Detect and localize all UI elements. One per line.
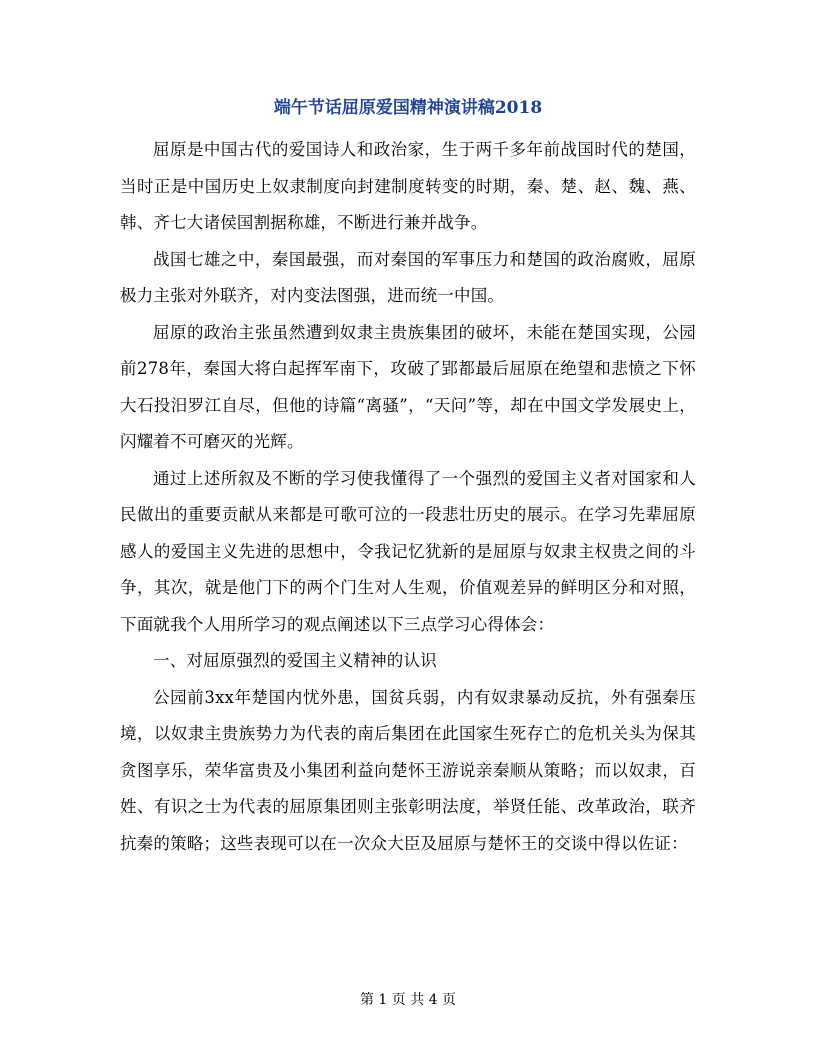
paragraph-learning: 通过上述所叙及不断的学习使我懂得了一个强烈的爱国主义者对国家和人民做出的重要贡献从来都是可歌可泣的一段悲壮历史的展示。在学习先辈屈原感人的爱国主义先进的思想中，令我记忆犹新的是屈原与奴隶主权贵之间的斗争，其次，就是他门下的两个门生对人生观，价值观差异的鲜明区分和对照，下面就我个人用所学习的观点阐述以下三点学习心得体会： — [120, 468, 696, 634]
paragraph-intro: 屈原是中国古代的爱国诗人和政治家，生于两千多年前战国时代的楚国，当时正是中国历史上奴隶制度向封建制度转变的时期，秦、楚、赵、魏、燕、韩、齐七大诸侯国割据称雄，不断进行兼并战争。 — [120, 140, 696, 232]
paragraph-seven-states: 战国七雄之中，秦国最强，而对秦国的军事压力和楚国的政治腐败，屈原极力主张对外联齐，对内变法图强，进而统一中国。 — [120, 249, 696, 305]
document-title: 端午节话屈原爱国精神演讲稿2018 — [273, 98, 543, 118]
page-footer: 第 1 页 共 4 页 — [359, 992, 457, 1008]
section-heading: 一、对屈原强烈的爱国主义精神的认识 — [153, 651, 437, 670]
document-body — [120, 132, 696, 862]
paragraph-political-views: 屈原的政治主张虽然遭到奴隶主贵族集团的破坏，未能在楚国实现，公园前278年，秦国大将白起挥军南下，攻破了郢都最后屈原在绝望和悲愤之下怀大石投汨罗江自尽，但他的诗篇“离骚”，“天问”等，却在中国文学发展史上，闪耀着不可磨灭的光辉。 — [120, 322, 696, 451]
paragraph-history: 公园前3xx年楚国内忧外患，国贫兵弱，内有奴隶暴动反抗，外有强秦压境，以奴隶主贵族势力为代表的南后集团在此国家生死存亡的危机关头为保其贪图享乐，荣华富贵及小集团利益向楚怀王游说亲秦顺从策略；而以奴隶，百姓、有识之士为代表的屈原集团则主张彰明法度，举贤任能、改革政治，联齐抗秦的策略；这些表现可以在一次众大臣及屈原与楚怀王的交谈中得以佐证： — [120, 687, 696, 853]
